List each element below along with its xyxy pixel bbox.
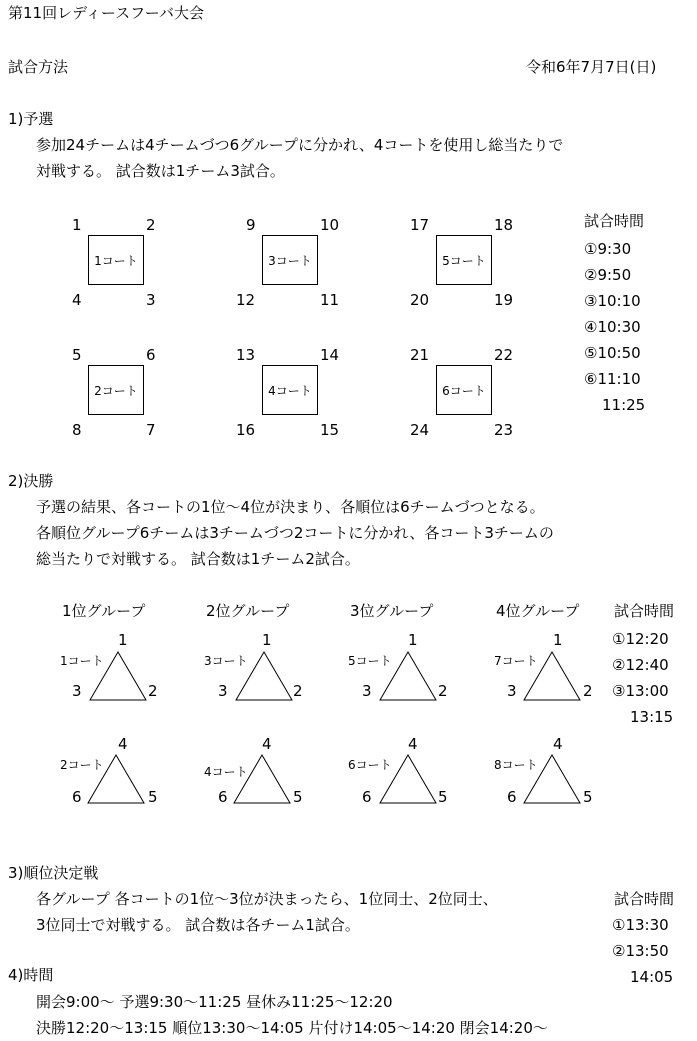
court-corner-tl: 21 [410,346,430,364]
tri-top-number: 4 [262,735,272,753]
court-box: 5コート [436,235,492,285]
court-corner-tr: 18 [494,216,514,234]
court-corner-tr: 22 [494,346,514,364]
court-triangle [380,755,436,807]
tri-right-number: 2 [293,682,303,700]
times-label: 試合時間 [584,212,645,230]
court-label: 1コート [60,654,104,668]
time-slot: ④10:30 [584,318,641,336]
court-label: 6コート [348,758,392,772]
court-corner-br: 23 [494,421,514,439]
time-slot: ②9:50 [584,266,632,284]
tri-right-number: 2 [438,682,448,700]
final-heading: 2)決勝 [8,472,54,490]
court-box: 4コート [262,365,318,415]
prelim-line-1: 参加24チームは4チームづつ6グループに分かれ、4コートを使用し総当たりで [36,136,564,154]
placement-line-1: 各グループ 各コートの1位～3位が決まったら、1位同士、2位同士、 [36,890,498,908]
court-box: 1コート [88,235,144,285]
tri-top-number: 1 [553,631,563,649]
method-label: 試合方法 [8,58,69,76]
time-slot-end: 13:15 [630,708,674,726]
court-corner-bl: 8 [72,421,82,439]
page-title: 第11回レディースフーバ大会 [8,4,204,22]
court-triangle [88,755,144,807]
court-triangle [524,652,580,704]
time-slot: ⑤10:50 [584,344,641,362]
tri-right-number: 2 [148,682,158,700]
court-corner-br: 3 [146,291,156,309]
court-label: 2コート [60,758,104,772]
court-triangle [236,652,292,704]
court-label: 3コート [204,654,248,668]
court-corner-br: 19 [494,291,514,309]
group-title: 3位グループ [350,602,434,620]
court-box: 2コート [88,365,144,415]
court-corner-tl: 9 [246,216,256,234]
time-slot: ②13:50 [612,942,669,960]
placement-line-2: 3位同士で対戦する。 試合数は各チーム1試合。 [36,916,360,934]
final-line-3: 総当たりで対戦する。 試合数は1チーム2試合。 [36,550,360,568]
schedule-line-2: 決勝12:20～13:15 順位13:30～14:05 片付け14:05～14:20 閉会14:20～ [36,1019,548,1037]
tri-left-number: 6 [362,788,372,806]
tri-left-number: 3 [218,682,228,700]
times-label: 試合時間 [614,602,675,620]
tri-left-number: 6 [507,788,517,806]
tri-top-number: 4 [408,735,418,753]
court-corner-tr: 2 [146,216,156,234]
time-slot-end: 14:05 [630,968,674,986]
tri-left-number: 3 [72,682,82,700]
tri-left-number: 6 [218,788,228,806]
court-corner-br: 7 [146,421,156,439]
court-corner-bl: 20 [410,291,430,309]
tri-top-number: 4 [118,735,128,753]
group-title: 2位グループ [206,602,290,620]
court-corner-tl: 5 [72,346,82,364]
time-slot: ②12:40 [612,656,669,674]
tri-left-number: 3 [507,682,517,700]
time-slot: ①12:20 [612,630,669,648]
court-corner-br: 11 [320,291,340,309]
tri-top-number: 4 [553,735,563,753]
court-label: 5コート [348,654,392,668]
placement-heading: 3)順位決定戦 [8,864,99,882]
court-triangle [380,652,436,704]
court-triangle [524,755,580,807]
prelim-line-2: 対戦する。 試合数は1チーム3試合。 [36,162,285,180]
court-box: 6コート [436,365,492,415]
tri-right-number: 5 [148,788,158,806]
court-corner-tl: 13 [236,346,256,364]
tri-top-number: 1 [262,631,272,649]
time-slot: ③10:10 [584,292,641,310]
tri-right-number: 2 [583,682,593,700]
court-corner-tr: 14 [320,346,340,364]
court-box: 3コート [262,235,318,285]
tri-right-number: 5 [438,788,448,806]
court-triangle [234,755,290,807]
final-line-2: 各順位グループ6チームは3チームづつ2コートに分かれ、各コート3チームの [36,524,554,542]
court-corner-tl: 17 [410,216,430,234]
prelim-heading: 1)予選 [8,110,54,128]
time-slot: ①13:30 [612,916,669,934]
court-triangle [90,652,146,704]
court-label: 4コート [204,765,248,779]
court-corner-tr: 10 [320,216,340,234]
time-slot: ①9:30 [584,240,632,258]
time-slot: ③13:00 [612,682,669,700]
group-title: 1位グループ [62,602,146,620]
time-slot-end: 11:25 [602,396,646,414]
group-title: 4位グループ [496,602,580,620]
court-corner-br: 15 [320,421,340,439]
final-line-1: 予選の結果、各コートの1位～4位が決まり、各順位は6チームづつとなる。 [36,498,545,516]
court-corner-tr: 6 [146,346,156,364]
court-label: 7コート [494,654,538,668]
tri-right-number: 5 [583,788,593,806]
court-corner-bl: 24 [410,421,430,439]
schedule-heading: 4)時間 [8,966,54,984]
tri-left-number: 6 [72,788,82,806]
tri-right-number: 5 [293,788,303,806]
court-corner-bl: 12 [236,291,256,309]
event-date: 令和6年7月7日(日) [526,58,657,76]
court-corner-tl: 1 [72,216,82,234]
tri-left-number: 3 [362,682,372,700]
times-label: 試合時間 [614,890,675,908]
schedule-line-1: 開会9:00～ 予選9:30～11:25 昼休み11:25～12:20 [36,993,393,1011]
court-label: 8コート [494,758,538,772]
tri-top-number: 1 [118,631,128,649]
time-slot: ⑥11:10 [584,370,641,388]
tri-top-number: 1 [408,631,418,649]
court-corner-bl: 4 [72,291,82,309]
court-corner-bl: 16 [236,421,256,439]
